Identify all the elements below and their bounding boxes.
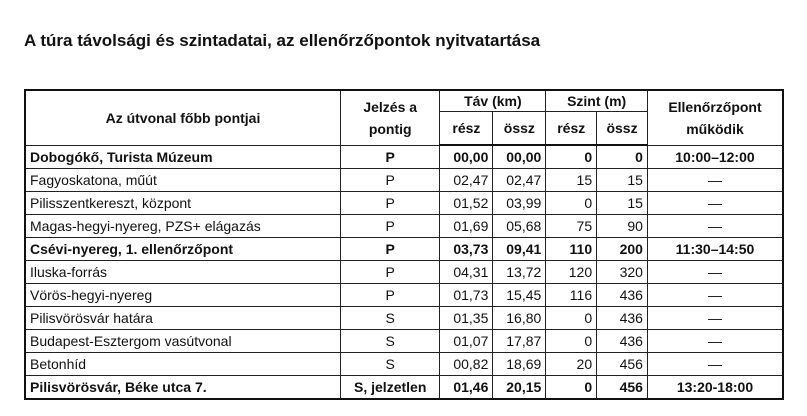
row-name: Iluska-forrás [25,261,340,284]
row-elevation-part: 0 [546,376,597,400]
row-name: Magas-hegyi-nyereg, PZS+ elágazás [25,215,340,238]
table-row [25,215,783,238]
row-distance-part: 01,73 [440,284,493,307]
row-distance-part: 01,69 [440,215,493,238]
row-checkpoint: — [647,353,783,376]
row-distance-total: 09,41 [493,238,546,261]
row-marking: P [340,238,440,261]
row-checkpoint: — [647,169,783,192]
row-distance-total: 05,68 [493,215,546,238]
row-marking: P [340,192,440,215]
table-row [25,330,783,353]
row-elevation-total: 456 [597,376,648,400]
row-elevation-part: 0 [546,330,597,353]
row-distance-part: 02,47 [440,169,493,192]
row-name: Csévi-nyereg, 1. ellenőrzőpont [25,238,340,261]
row-distance-total: 20,15 [493,376,546,400]
row-distance-part: 04,31 [440,261,493,284]
row-elevation-part: 0 [546,307,597,330]
row-checkpoint: — [647,261,783,284]
row-elevation-part: 75 [546,215,597,238]
row-marking: P [340,145,440,169]
row-marking: S, jelzetlen [340,376,440,400]
row-elevation-total: 15 [597,169,648,192]
row-marking: P [340,215,440,238]
row-name: Vörös-hegyi-nyereg [25,284,340,307]
page-title: A túra távolsági és szintadatai, az ellenőrzőpontok nyitvatartása [24,31,541,50]
row-distance-total: 13,72 [493,261,546,284]
row-name: Betonhíd [25,353,340,376]
table-row [25,238,783,261]
row-name: Pilisvörösvár, Béke utca 7. [25,376,340,400]
header-elevation-total: össz [597,112,648,146]
header-elevation-part: rész [546,112,597,146]
row-distance-part: 00,82 [440,353,493,376]
row-checkpoint: — [647,284,783,307]
row-distance-part: 00,00 [440,145,493,169]
row-distance-part: 01,52 [440,192,493,215]
row-name: Pilisvörösvár határa [25,307,340,330]
row-name: Fagyoskatona, műút [25,169,340,192]
table-row [25,376,783,400]
row-marking: P [340,261,440,284]
row-elevation-total: 0 [597,145,648,169]
table-row [25,353,783,376]
table-row [25,169,783,192]
row-elevation-total: 436 [597,307,648,330]
row-distance-total: 00,00 [493,145,546,169]
row-checkpoint: 11:30–14:50 [647,238,783,261]
row-elevation-part: 20 [546,353,597,376]
row-elevation-part: 15 [546,169,597,192]
row-distance-part: 01,07 [440,330,493,353]
row-marking: S [340,330,440,353]
row-distance-total: 16,80 [493,307,546,330]
row-elevation-part: 116 [546,284,597,307]
row-elevation-part: 0 [546,145,597,169]
header-checkpoint: Ellenőrzőpont működik [647,90,783,145]
table-row [25,307,783,330]
header-distance: Táv (km) [440,90,546,112]
row-distance-total: 17,87 [493,330,546,353]
row-checkpoint: — [647,192,783,215]
table-row [25,284,783,307]
row-distance-part: 03,73 [440,238,493,261]
row-distance-part: 01,46 [440,376,493,400]
row-elevation-part: 120 [546,261,597,284]
header-elevation: Szint (m) [546,90,648,112]
row-elevation-total: 436 [597,330,648,353]
row-checkpoint: 13:20-18:00 [647,376,783,400]
row-distance-total: 18,69 [493,353,546,376]
row-checkpoint: — [647,307,783,330]
row-elevation-total: 456 [597,353,648,376]
header-marking: Jelzés a pontig [340,90,440,145]
header-distance-total: össz [493,112,546,146]
table-row [25,145,783,169]
row-distance-total: 02,47 [493,169,546,192]
header-route: Az útvonal főbb pontjai [25,90,340,145]
row-elevation-total: 320 [597,261,648,284]
row-checkpoint: 10:00–12:00 [647,145,783,169]
route-table [24,89,784,400]
row-elevation-part: 110 [546,238,597,261]
row-elevation-part: 0 [546,192,597,215]
table-row [25,261,783,284]
row-checkpoint: — [647,215,783,238]
row-name: Budapest-Esztergom vasútvonal [25,330,340,353]
row-elevation-total: 436 [597,284,648,307]
row-distance-total: 03,99 [493,192,546,215]
table-row [25,192,783,215]
row-distance-total: 15,45 [493,284,546,307]
row-elevation-total: 200 [597,238,648,261]
row-name: Pilisszentkereszt, központ [25,192,340,215]
row-checkpoint: — [647,330,783,353]
row-marking: S [340,307,440,330]
row-elevation-total: 15 [597,192,648,215]
row-distance-part: 01,35 [440,307,493,330]
header-distance-part: rész [440,112,493,146]
row-marking: P [340,169,440,192]
row-elevation-total: 90 [597,215,648,238]
row-marking: P [340,284,440,307]
row-marking: S [340,353,440,376]
row-name: Dobogókő, Turista Múzeum [25,145,340,169]
